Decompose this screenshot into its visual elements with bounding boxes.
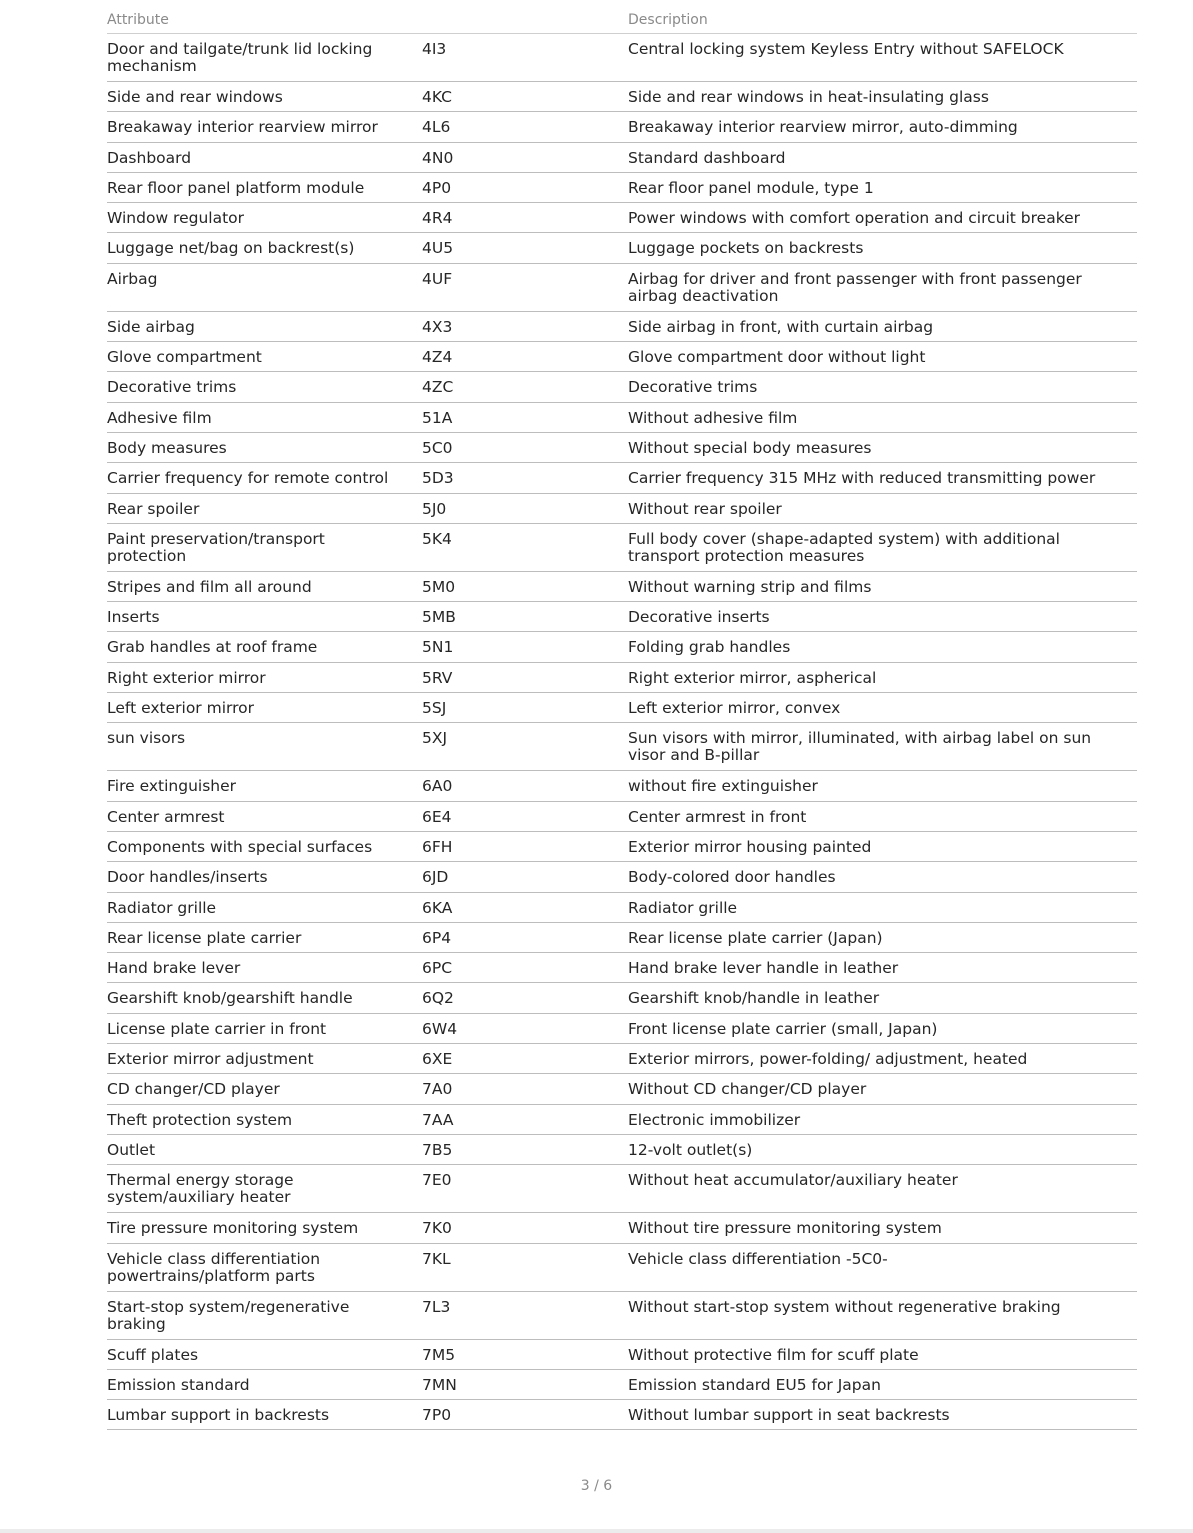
attribute-cell: Decorative trims	[107, 378, 237, 397]
code-cell: 6FH	[422, 837, 453, 856]
code-cell: 4X3	[422, 317, 453, 336]
attribute-cell: Door and tailgate/trunk lid locking mechanism	[107, 40, 373, 75]
attribute-cell: Fire extinguisher	[107, 777, 237, 796]
attribute-cell: Outlet	[107, 1140, 156, 1159]
table-row	[107, 433, 1137, 463]
table-row	[107, 524, 1137, 572]
table-row	[107, 342, 1137, 372]
code-cell: 7L3	[422, 1297, 451, 1316]
table-row	[107, 1014, 1137, 1044]
description-cell: 12-volt outlet(s)	[628, 1140, 753, 1159]
table-row	[107, 403, 1137, 433]
description-cell: Without CD changer/CD player	[628, 1080, 867, 1099]
description-cell: Luggage pockets on backrests	[628, 239, 864, 258]
table-row	[107, 312, 1137, 342]
code-cell: 4Z4	[422, 348, 453, 367]
table-row	[107, 1213, 1137, 1243]
description-cell: Folding grab handles	[628, 638, 791, 657]
table-row	[107, 953, 1137, 983]
table-row	[107, 663, 1137, 693]
attribute-cell: Tire pressure monitoring system	[107, 1219, 359, 1238]
table-row	[107, 1044, 1137, 1074]
attribute-cell: Carrier frequency for remote control	[107, 469, 389, 488]
description-cell: Exterior mirrors, power-folding/ adjustment, heated	[628, 1050, 1028, 1069]
code-cell: 5M0	[422, 577, 456, 596]
header-description: Description	[628, 12, 708, 28]
description-cell: Without tire pressure monitoring system	[628, 1219, 942, 1238]
table-row	[107, 82, 1137, 112]
attribute-cell: Gearshift knob/gearshift handle	[107, 989, 353, 1008]
attribute-cell: Body measures	[107, 438, 227, 457]
description-cell: Side airbag in front, with curtain airbag	[628, 317, 934, 336]
spec-table	[107, 34, 1137, 1430]
code-cell: 7KL	[422, 1249, 451, 1268]
code-cell: 7AA	[422, 1110, 454, 1129]
table-row	[107, 723, 1137, 771]
description-cell: Side and rear windows in heat-insulating glass	[628, 88, 989, 106]
code-cell: 6P4	[422, 928, 452, 947]
attribute-cell: Breakaway interior rearview mirror	[107, 118, 378, 137]
code-cell: 6Q2	[422, 989, 454, 1008]
table-row	[107, 112, 1137, 142]
code-cell: 6E4	[422, 807, 452, 826]
attribute-cell: Start-stop system/regenerative braking	[107, 1297, 350, 1333]
table-row	[107, 572, 1137, 602]
code-cell: 5SJ	[422, 699, 447, 718]
code-cell: 4UF	[422, 269, 453, 288]
table-row	[107, 34, 1137, 82]
description-cell: Vehicle class differentiation -5C0-	[628, 1249, 888, 1268]
description-cell: Left exterior mirror, convex	[628, 699, 841, 718]
attribute-cell: Emission standard	[107, 1375, 250, 1394]
attribute-cell: Vehicle class differentiation powertrains/platform parts	[107, 1249, 321, 1285]
description-cell: Right exterior mirror, aspherical	[628, 668, 877, 687]
attribute-cell: Exterior mirror adjustment	[107, 1050, 314, 1069]
description-cell: Without start-stop system without regenerative braking	[628, 1297, 1061, 1316]
description-cell: Central locking system Keyless Entry without SAFELOCK	[628, 40, 1064, 58]
viewer-bottom-edge	[0, 1529, 1193, 1533]
description-cell: Glove compartment door without light	[628, 348, 926, 367]
description-cell: Center armrest in front	[628, 807, 807, 826]
attribute-cell: Radiator grille	[107, 898, 217, 917]
table-row	[107, 1340, 1137, 1370]
attribute-cell: Inserts	[107, 608, 160, 627]
code-cell: 6JD	[422, 868, 449, 887]
code-cell: 51A	[422, 408, 453, 427]
attribute-cell: Lumbar support in backrests	[107, 1406, 330, 1425]
attribute-cell: Rear spoiler	[107, 499, 200, 518]
attribute-cell: Left exterior mirror	[107, 699, 254, 718]
description-cell: Exterior mirror housing painted	[628, 837, 872, 856]
description-cell: Body-colored door handles	[628, 868, 836, 887]
attribute-cell: Stripes and film all around	[107, 577, 312, 596]
description-cell: Emission standard EU5 for Japan	[628, 1375, 881, 1394]
attribute-cell: Side airbag	[107, 317, 195, 336]
description-cell: Electronic immobilizer	[628, 1110, 801, 1129]
description-cell: Without protective film for scuff plate	[628, 1345, 919, 1364]
code-cell: 7E0	[422, 1171, 452, 1190]
attribute-cell: Right exterior mirror	[107, 668, 266, 687]
attribute-cell: Center armrest	[107, 807, 225, 826]
table-row	[107, 1370, 1137, 1400]
table-row	[107, 632, 1137, 662]
attribute-cell: Door handles/inserts	[107, 868, 268, 887]
attribute-cell: Grab handles at roof frame	[107, 638, 318, 657]
code-cell: 4L6	[422, 118, 451, 137]
table-row	[107, 893, 1137, 923]
code-cell: 7P0	[422, 1406, 452, 1425]
table-row	[107, 264, 1137, 312]
code-cell: 4U5	[422, 239, 454, 258]
code-cell: 6W4	[422, 1019, 458, 1038]
code-cell: 5J0	[422, 499, 447, 518]
description-cell: Decorative inserts	[628, 608, 770, 627]
description-cell: Front license plate carrier (small, Japan)	[628, 1019, 938, 1038]
attribute-cell: Theft protection system	[107, 1110, 293, 1129]
description-cell: Carrier frequency 315 MHz with reduced transmitting power	[628, 469, 1096, 488]
table-row	[107, 233, 1137, 263]
description-cell: Gearshift knob/handle in leather	[628, 989, 880, 1008]
attribute-cell: Window regulator	[107, 209, 245, 228]
attribute-cell: Components with special surfaces	[107, 837, 373, 856]
table-row	[107, 372, 1137, 402]
code-cell: 5RV	[422, 668, 453, 687]
description-cell: Full body cover (shape-adapted system) with additional transport protection measures	[628, 529, 1060, 565]
attribute-cell: Adhesive film	[107, 408, 212, 427]
code-cell: 7K0	[422, 1219, 452, 1238]
table-row	[107, 693, 1137, 723]
header-attribute: Attribute	[107, 12, 169, 28]
code-cell: 7M5	[422, 1345, 456, 1364]
table-row	[107, 1135, 1137, 1165]
code-cell: 5K4	[422, 529, 452, 548]
description-cell: Breakaway interior rearview mirror, auto-dimming	[628, 118, 1018, 137]
description-cell: Rear license plate carrier (Japan)	[628, 928, 883, 947]
table-row	[107, 494, 1137, 524]
description-cell: Standard dashboard	[628, 148, 786, 167]
code-cell: 4KC	[422, 88, 453, 106]
code-cell: 7MN	[422, 1375, 457, 1394]
table-row	[107, 173, 1137, 203]
attribute-cell: Scuff plates	[107, 1345, 199, 1364]
attribute-cell: Hand brake lever	[107, 959, 241, 978]
attribute-cell: sun visors	[107, 729, 186, 748]
table-row	[107, 143, 1137, 173]
description-cell: Sun visors with mirror, illuminated, with airbag label on sun visor and B-pillar	[628, 729, 1092, 765]
code-cell: 5N1	[422, 638, 454, 657]
table-row	[107, 1244, 1137, 1292]
description-cell: without fire extinguisher	[628, 777, 818, 796]
code-cell: 6A0	[422, 777, 453, 796]
description-cell: Hand brake lever handle in leather	[628, 959, 899, 978]
attribute-cell: Luggage net/bag on backrest(s)	[107, 239, 355, 258]
code-cell: 4N0	[422, 148, 454, 167]
table-row	[107, 862, 1137, 892]
code-cell: 6XE	[422, 1050, 453, 1069]
description-cell: Radiator grille	[628, 898, 738, 917]
attribute-cell: Glove compartment	[107, 348, 262, 367]
table-row	[107, 1165, 1137, 1213]
table-row	[107, 771, 1137, 801]
description-cell: Power windows with comfort operation and circuit breaker	[628, 209, 1081, 228]
description-cell: Without rear spoiler	[628, 499, 782, 518]
description-cell: Rear floor panel module, type 1	[628, 178, 874, 197]
attribute-cell: Airbag	[107, 269, 158, 288]
table-row	[107, 832, 1137, 862]
attribute-cell: Thermal energy storage system/auxiliary heater	[107, 1171, 294, 1207]
table-row	[107, 203, 1137, 233]
attribute-cell: Side and rear windows	[107, 88, 283, 106]
description-cell: Without heat accumulator/auxiliary heater	[628, 1171, 958, 1190]
table-row	[107, 923, 1137, 953]
attribute-cell: Dashboard	[107, 148, 192, 167]
table-row	[107, 1400, 1137, 1430]
description-cell: Decorative trims	[628, 378, 758, 397]
attribute-cell: Rear license plate carrier	[107, 928, 302, 947]
attribute-cell: License plate carrier in front	[107, 1019, 327, 1038]
table-row	[107, 1074, 1137, 1104]
description-cell: Airbag for driver and front passenger with front passenger airbag deactivation	[628, 269, 1082, 305]
description-cell: Without adhesive film	[628, 408, 798, 427]
code-cell: 4P0	[422, 178, 452, 197]
table-row	[107, 983, 1137, 1013]
code-cell: 4ZC	[422, 378, 454, 397]
code-cell: 6KA	[422, 898, 453, 917]
table-row	[107, 602, 1137, 632]
table-row	[107, 1105, 1137, 1135]
code-cell: 6PC	[422, 959, 453, 978]
attribute-cell: CD changer/CD player	[107, 1080, 280, 1099]
code-cell: 7A0	[422, 1080, 453, 1099]
attribute-cell: Paint preservation/transport protection	[107, 529, 325, 565]
attribute-cell: Rear floor panel platform module	[107, 178, 365, 197]
code-cell: 5XJ	[422, 729, 448, 748]
table-row	[107, 1292, 1137, 1340]
code-cell: 5MB	[422, 608, 456, 627]
table-header	[107, 10, 1137, 34]
code-cell: 5D3	[422, 469, 454, 488]
code-cell: 4I3	[422, 40, 447, 58]
table-row	[107, 463, 1137, 493]
description-cell: Without lumbar support in seat backrests	[628, 1406, 950, 1425]
description-cell: Without special body measures	[628, 438, 872, 457]
code-cell: 4R4	[422, 209, 453, 228]
code-cell: 5C0	[422, 438, 453, 457]
page-number: 3 / 6	[580, 1478, 613, 1494]
table-row	[107, 802, 1137, 832]
code-cell: 7B5	[422, 1140, 453, 1159]
description-cell: Without warning strip and films	[628, 577, 872, 596]
